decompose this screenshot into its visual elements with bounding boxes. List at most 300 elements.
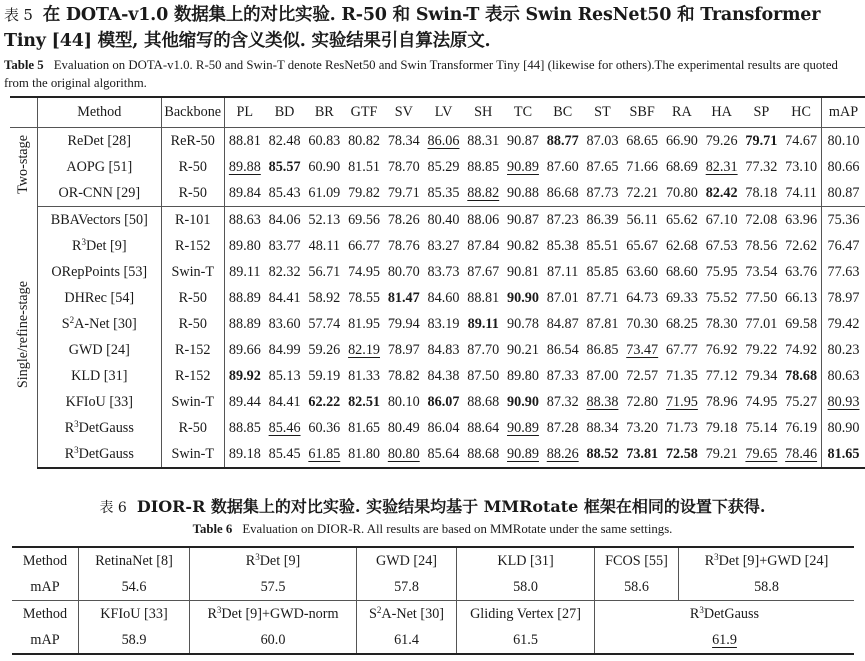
method-text: A-Net [30] (381, 605, 445, 622)
value-text: 89.80 (228, 237, 261, 254)
value-text: 77.32 (745, 158, 778, 175)
value-text: 89.11 (467, 315, 499, 332)
value-text: 90.87 (507, 132, 539, 149)
value-cell-hc (781, 337, 821, 363)
value-cell-tc (503, 154, 543, 180)
value-cell-ha (702, 311, 742, 337)
value-text: 78.26 (387, 211, 420, 228)
method-text: ReDet [28] (67, 132, 131, 149)
value-cell-pl (224, 259, 264, 285)
value-text: 77.01 (745, 315, 778, 332)
value-text: 87.03 (586, 132, 619, 149)
method-text: BBAVectors [50] (50, 211, 148, 228)
value-cell-hc (781, 154, 821, 180)
table6-caption-en-text: Evaluation on DIOR-R. All results are based on MMRotate under the same settings. (242, 522, 673, 536)
method-text: Det [9] (85, 237, 127, 254)
value-text: 80.49 (387, 419, 420, 436)
value-cell-pl (224, 441, 264, 468)
value-text: 87.73 (586, 184, 619, 201)
map-cell (357, 627, 457, 654)
value-text: 89.18 (228, 445, 261, 462)
value-text: 90.90 (507, 393, 539, 410)
value-cell-hc (781, 285, 821, 311)
value-cell-gtf (344, 415, 384, 441)
method-cell (38, 207, 162, 234)
value-text: 74.67 (785, 132, 818, 149)
value-text: 82.32 (268, 263, 301, 280)
value-text: 78.82 (387, 367, 420, 384)
map-cell (821, 389, 865, 415)
map-value: 77.63 (827, 263, 860, 280)
value-cell-sp (742, 285, 782, 311)
value-text: 84.38 (427, 367, 460, 384)
value-text: 86.06 (427, 132, 460, 149)
value-cell-sh (463, 180, 503, 207)
map-cell (457, 627, 595, 654)
value-text: 90.82 (507, 237, 539, 254)
value-text: 79.94 (387, 315, 420, 332)
value-text: 81.51 (348, 158, 380, 175)
value-text: 78.70 (387, 158, 420, 175)
value-cell-bd (265, 233, 305, 259)
table-row (10, 311, 865, 337)
method-name (100, 606, 167, 622)
value-cell-gtf (344, 389, 384, 415)
value-text: 73.47 (626, 341, 659, 358)
map-value: 57.8 (394, 578, 419, 595)
value-text: 80.80 (387, 445, 420, 462)
method-text: Det [9] (259, 552, 301, 569)
method-superscript: 3 (74, 444, 79, 455)
method-text: ORepPoints [53] (51, 263, 148, 280)
value-text: 88.68 (467, 393, 500, 410)
value-cell-pl (224, 285, 264, 311)
value-text: 78.56 (745, 237, 778, 254)
value-text: 73.10 (785, 158, 818, 175)
table-row (10, 285, 865, 311)
value-cell-st (583, 207, 623, 234)
value-cell-sbf (622, 285, 662, 311)
value-cell-ha (702, 285, 742, 311)
value-cell-ha (702, 415, 742, 441)
header-sv: SV (384, 97, 424, 128)
header-st: ST (583, 97, 623, 128)
method-prefix: R (64, 445, 75, 462)
value-text: 75.95 (705, 263, 738, 280)
value-cell-ra (662, 207, 702, 234)
value-text: 89.84 (228, 184, 261, 201)
table6-methods-row-1 (12, 547, 854, 574)
value-cell-lv (424, 207, 464, 234)
value-cell-sbf (622, 415, 662, 441)
header-bd: BD (265, 97, 305, 128)
value-text: 48.11 (308, 237, 340, 254)
method-cell (679, 547, 855, 574)
method-prefix: R (689, 605, 700, 622)
value-text: 90.78 (507, 315, 539, 332)
value-cell-bc (543, 337, 583, 363)
method-name (470, 606, 581, 622)
value-cell-bc (543, 128, 583, 155)
value-cell-tc (503, 311, 543, 337)
value-cell-sp (742, 128, 782, 155)
value-cell-sp (742, 259, 782, 285)
value-text: 89.92 (228, 367, 261, 384)
value-text: 87.65 (586, 158, 619, 175)
map-cell (79, 574, 190, 601)
table6-label-zh: 表 6 (99, 500, 127, 516)
value-text: 84.99 (268, 341, 301, 358)
group-label: Two-stage (15, 135, 31, 195)
value-text: 88.68 (467, 445, 500, 462)
value-cell-sh (463, 389, 503, 415)
value-text: 63.76 (785, 263, 818, 280)
backbone-cell: R-152 (161, 233, 224, 259)
value-text: 82.31 (705, 158, 738, 175)
value-text: 74.95 (745, 393, 778, 410)
method-cell (457, 547, 595, 574)
value-cell-gtf (344, 233, 384, 259)
value-cell-pl (224, 128, 264, 155)
method-text: Det [9]+GWD-norm (221, 605, 339, 622)
value-cell-br (304, 337, 344, 363)
value-cell-bd (265, 441, 305, 468)
value-cell-bd (265, 311, 305, 337)
map-cell (821, 363, 865, 389)
value-text: 83.60 (268, 315, 301, 332)
value-text: 66.90 (665, 132, 698, 149)
backbone-cell: R-50 (161, 154, 224, 180)
value-cell-tc (503, 180, 543, 207)
value-cell-ra (662, 311, 702, 337)
value-text: 90.89 (507, 419, 539, 436)
value-text: 88.38 (586, 393, 619, 410)
value-text: 83.73 (427, 263, 460, 280)
value-cell-tc (503, 207, 543, 234)
value-cell-sh (463, 207, 503, 234)
value-text: 87.71 (586, 289, 619, 306)
table6-caption-zh (0, 496, 865, 519)
value-text: 81.65 (348, 419, 380, 436)
value-cell-lv (424, 441, 464, 468)
value-text: 89.11 (229, 263, 261, 280)
value-cell-pl (224, 207, 264, 234)
header-map: mAP (821, 97, 865, 128)
method-text: GWD [24] (68, 341, 130, 358)
value-text: 70.80 (665, 184, 698, 201)
map-cell (821, 285, 865, 311)
value-text: 58.92 (308, 289, 341, 306)
method-superscript: 3 (714, 551, 719, 562)
value-cell-hc (781, 207, 821, 234)
value-cell-ha (702, 233, 742, 259)
value-text: 65.67 (626, 237, 659, 254)
value-text: 72.08 (745, 211, 778, 228)
value-text: 78.55 (348, 289, 380, 306)
backbone-cell: R-50 (161, 311, 224, 337)
method-text: RetinaNet [8] (95, 552, 173, 569)
value-text: 71.66 (626, 158, 659, 175)
method-text: DetGauss (78, 445, 134, 462)
value-text: 79.65 (745, 445, 778, 462)
value-text: 73.54 (745, 263, 778, 280)
value-cell-st (583, 233, 623, 259)
value-cell-sv (384, 337, 424, 363)
value-cell-br (304, 128, 344, 155)
table5-header-row (10, 97, 865, 128)
value-text: 71.35 (665, 367, 698, 384)
value-text: 68.69 (665, 158, 698, 175)
method-name (369, 606, 444, 622)
method-prefix: S (61, 315, 70, 332)
backbone-cell: R-50 (161, 415, 224, 441)
method-superscript: 2 (69, 314, 75, 325)
value-cell-tc (503, 363, 543, 389)
value-text: 79.18 (705, 419, 738, 436)
method-cell (38, 180, 162, 207)
header-lv: LV (424, 97, 464, 128)
method-name (95, 553, 173, 569)
value-text: 88.64 (467, 419, 500, 436)
value-text: 72.21 (626, 184, 659, 201)
value-cell-hc (781, 311, 821, 337)
value-text: 87.32 (546, 393, 579, 410)
value-text: 85.43 (268, 184, 301, 201)
table-row (10, 154, 865, 180)
value-cell-sbf (622, 233, 662, 259)
value-cell-sbf (622, 363, 662, 389)
value-text: 82.42 (705, 184, 738, 201)
table-row (10, 363, 865, 389)
map-value: 80.10 (827, 132, 860, 149)
method-name (69, 342, 130, 358)
value-cell-sh (463, 259, 503, 285)
value-cell-sv (384, 363, 424, 389)
method-name (51, 264, 147, 280)
value-text: 89.44 (228, 393, 261, 410)
value-cell-tc (503, 128, 543, 155)
value-text: 86.07 (427, 393, 460, 410)
value-text: 78.96 (705, 393, 738, 410)
value-cell-br (304, 415, 344, 441)
map-value: 76.47 (827, 237, 860, 254)
value-cell-pl (224, 233, 264, 259)
header-bc: BC (543, 97, 583, 128)
method-name (58, 185, 140, 201)
map-cell (79, 627, 190, 654)
value-text: 85.51 (586, 237, 619, 254)
method-text: Det [9]+GWD [24] (718, 552, 829, 569)
value-cell-lv (424, 154, 464, 180)
value-cell-bc (543, 259, 583, 285)
value-cell-tc (503, 415, 543, 441)
value-cell-sv (384, 415, 424, 441)
row-label-map: mAP (12, 627, 79, 654)
value-cell-br (304, 207, 344, 234)
method-name (376, 553, 437, 569)
value-cell-sbf (622, 337, 662, 363)
value-text: 89.80 (507, 367, 539, 384)
value-cell-pl (224, 363, 264, 389)
value-text: 56.71 (308, 263, 341, 280)
header-br: BR (304, 97, 344, 128)
method-text: KFIoU [33] (65, 393, 133, 410)
value-cell-sh (463, 337, 503, 363)
table6-dior-r (12, 546, 854, 655)
value-cell-pl (224, 415, 264, 441)
table5-group-single-refine-stage (10, 207, 865, 469)
value-text: 62.22 (308, 393, 341, 410)
value-cell-gtf (344, 128, 384, 155)
group-label: Single/refine-stage (15, 281, 31, 389)
table-row (10, 128, 865, 155)
value-cell-tc (503, 233, 543, 259)
value-text: 88.85 (228, 419, 261, 436)
value-cell-tc (503, 389, 543, 415)
value-cell-st (583, 363, 623, 389)
method-cell (190, 547, 357, 574)
method-name (68, 133, 131, 149)
value-text: 86.54 (546, 341, 579, 358)
value-text: 72.57 (626, 367, 659, 384)
value-text: 88.31 (467, 132, 500, 149)
value-cell-sv (384, 233, 424, 259)
value-cell-bc (543, 207, 583, 234)
method-prefix: S (368, 605, 377, 622)
value-cell-ha (702, 154, 742, 180)
map-value: 78.97 (827, 289, 860, 306)
value-cell-st (583, 389, 623, 415)
backbone-cell: R-50 (161, 285, 224, 311)
method-name (690, 606, 759, 622)
table6-caption-en (0, 520, 865, 538)
value-text: 70.30 (626, 315, 659, 332)
value-cell-bc (543, 233, 583, 259)
map-value: 61.9 (712, 631, 737, 648)
value-text: 81.80 (348, 445, 380, 462)
value-cell-bc (543, 441, 583, 468)
value-text: 79.71 (387, 184, 420, 201)
method-name (64, 290, 134, 306)
value-text: 74.11 (785, 184, 817, 201)
method-superscript: 3 (699, 604, 704, 615)
value-cell-sbf (622, 389, 662, 415)
method-cell (38, 337, 162, 363)
value-text: 68.60 (665, 263, 698, 280)
value-text: 87.01 (546, 289, 579, 306)
value-cell-sbf (622, 128, 662, 155)
value-text: 85.85 (586, 263, 619, 280)
value-text: 71.95 (665, 393, 698, 410)
value-text: 81.33 (348, 367, 380, 384)
value-text: 81.47 (387, 289, 420, 306)
value-cell-hc (781, 233, 821, 259)
map-value: 79.42 (827, 315, 860, 332)
value-text: 87.84 (467, 237, 500, 254)
method-cell (38, 285, 162, 311)
value-text: 85.46 (268, 419, 301, 436)
method-name (72, 238, 127, 254)
value-cell-sp (742, 363, 782, 389)
value-cell-sbf (622, 259, 662, 285)
header-pl: PL (224, 97, 264, 128)
backbone-cell: Swin-T (161, 259, 224, 285)
value-cell-br (304, 311, 344, 337)
header-backbone: Backbone (161, 97, 224, 128)
value-text: 63.96 (785, 211, 818, 228)
value-text: 69.58 (785, 315, 818, 332)
value-text: 78.30 (705, 315, 738, 332)
value-text: 83.77 (268, 237, 301, 254)
value-text: 84.83 (427, 341, 460, 358)
value-text: 67.53 (705, 237, 738, 254)
table5-group-two-stage (10, 128, 865, 207)
map-value: 58.0 (513, 578, 538, 595)
value-text: 88.77 (546, 132, 579, 149)
value-text: 87.60 (546, 158, 579, 175)
value-cell-bc (543, 154, 583, 180)
table6-label-en: Table 6 (192, 522, 233, 536)
value-cell-st (583, 180, 623, 207)
method-prefix: R (64, 419, 75, 436)
value-cell-hc (781, 389, 821, 415)
method-cell (38, 311, 162, 337)
value-text: 86.39 (586, 211, 619, 228)
value-cell-sp (742, 389, 782, 415)
method-cell (79, 601, 190, 628)
value-text: 83.19 (427, 315, 460, 332)
method-prefix: R (207, 605, 217, 622)
value-cell-bd (265, 363, 305, 389)
value-cell-bc (543, 389, 583, 415)
value-text: 90.21 (507, 341, 539, 358)
value-cell-sp (742, 154, 782, 180)
value-cell-sv (384, 259, 424, 285)
value-cell-gtf (344, 285, 384, 311)
value-cell-sp (742, 180, 782, 207)
value-text: 87.00 (586, 367, 619, 384)
method-cell (357, 547, 457, 574)
value-text: 88.63 (228, 211, 261, 228)
table-row (10, 207, 865, 234)
value-text: 86.04 (427, 419, 460, 436)
value-text: 85.57 (268, 158, 301, 175)
value-cell-sv (384, 441, 424, 468)
row-label-map: mAP (30, 578, 60, 595)
method-name (207, 606, 338, 622)
value-text: 72.62 (785, 237, 818, 254)
method-text: KLD [31] (497, 552, 554, 569)
value-text: 75.52 (705, 289, 738, 306)
value-text: 84.41 (268, 393, 301, 410)
value-text: 87.50 (467, 367, 500, 384)
value-cell-st (583, 128, 623, 155)
value-cell-bc (543, 285, 583, 311)
method-text: FCOS [55] (605, 552, 668, 569)
value-cell-pl (224, 389, 264, 415)
map-cell (821, 128, 865, 155)
value-cell-gtf (344, 180, 384, 207)
value-cell-ra (662, 337, 702, 363)
value-text: 85.29 (427, 158, 460, 175)
value-cell-br (304, 180, 344, 207)
method-superscript: 3 (255, 551, 260, 562)
header-ha: HA (702, 97, 742, 128)
value-cell-ra (662, 154, 702, 180)
value-cell-br (304, 285, 344, 311)
value-text: 66.13 (785, 289, 818, 306)
value-text: 89.66 (228, 341, 261, 358)
